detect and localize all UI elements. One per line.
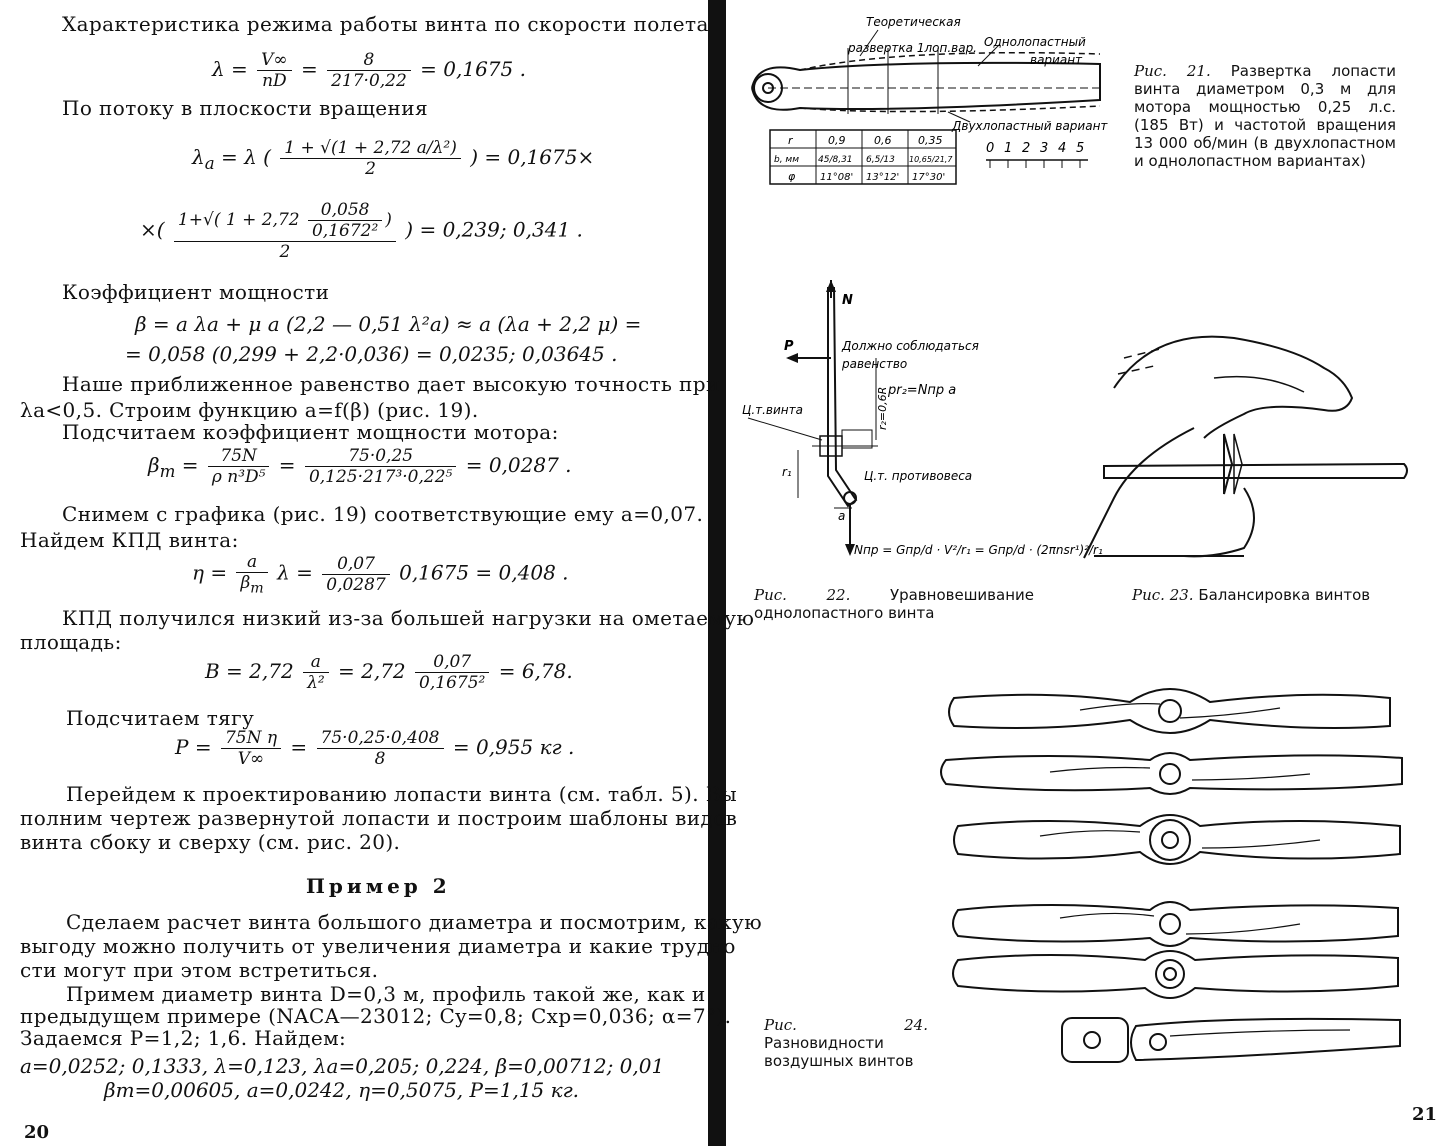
- figure-23-caption: [1132, 586, 1392, 604]
- formula-results: βm=0,00605, a=0,0242, η=0,5075, P=1,15 кг.: [104, 1078, 580, 1102]
- table-cell: 17°30': [912, 172, 946, 183]
- caption-text: Разновидности воздушных винтов: [764, 1034, 914, 1070]
- propeller: [1062, 1018, 1400, 1062]
- paragraph: Перейдем к проектированию лопасти винта (см. табл. 5). Вы: [66, 782, 738, 806]
- scale-label: 5: [1076, 141, 1085, 156]
- propeller: [953, 902, 1398, 946]
- formula-lambda: λ = $\frac{V\infty}{nD}$ = $\frac{8}{217\cdot 0,22}$ = 0,1675 .: [212, 50, 526, 91]
- label-r1: r₁: [782, 465, 792, 479]
- figure-22-caption: [754, 586, 1034, 622]
- scale-label: 4: [1058, 141, 1067, 156]
- label-N: N: [842, 293, 853, 308]
- paragraph: Коэффициент мощности: [62, 280, 330, 304]
- label-formula: pr₂=Nпр a: [888, 383, 957, 398]
- paragraph: Снимем с графика (рис. 19) соответствующие ему a=0,07.: [62, 502, 704, 526]
- paragraph: Найдем КПД винта:: [20, 528, 239, 552]
- label-cg-prop: Ц.т.винта: [742, 403, 803, 417]
- scale-ticks: [990, 160, 1080, 168]
- label-one-blade: Однолопастный: [984, 35, 1086, 49]
- label-variant: вариант: [1030, 53, 1083, 67]
- figure-24-caption: [764, 1016, 928, 1070]
- scale-label: 0: [986, 141, 995, 156]
- paragraph: Подсчитаем тягу: [66, 706, 255, 730]
- paragraph: Примем диаметр винта D=0,3 м, профиль такой же, как и: [66, 982, 706, 1006]
- caption-text: Балансировка винтов: [1198, 586, 1371, 604]
- caption-number: Рис. 21.: [1134, 62, 1211, 80]
- caption-number: Рис. 23.: [1132, 586, 1194, 604]
- paragraph: винта сбоку и сверху (см. рис. 20).: [20, 830, 401, 854]
- formula-efficiency: η = $\frac{a}{\beta_m}$ λ = $\frac{0,07}{0,0287}$ 0,1675 = 0,408 .: [192, 552, 569, 597]
- label-equality: равенство: [842, 357, 908, 371]
- caption-number: Рис. 22.: [754, 586, 851, 604]
- formula-beta: β = a λa + μ a (2,2 — 0,51 λ²a) ≈ a (λa + 2,2 μ) =: [135, 312, 642, 336]
- formula-thrust: P = $\frac{\text{75N η}}{V\infty}$ = $\frac{75\cdot 0,25\cdot 0,408}{8}$ = 0,955 кг .: [175, 728, 575, 769]
- label-a: a: [838, 509, 846, 523]
- page-number: 21: [1412, 1104, 1438, 1125]
- paragraph: По потоку в плоскости вращения: [62, 96, 429, 120]
- table-header: r: [788, 134, 793, 147]
- paragraph: λa<0,5. Строим функцию a=f(β) (рис. 19).: [20, 398, 479, 422]
- figure-22: [738, 280, 1103, 580]
- table-cell: 6,5/13: [866, 155, 895, 165]
- paragraph: сти могут при этом встретиться.: [20, 958, 379, 982]
- formula-lambda-a: $\lambda_a = \lambda$ ( $\frac{\text{1 + √(1 + 2,72 a/λ²)}}{2}$ ) = 0,1675×: [192, 138, 595, 179]
- table-cell: 45/8,31: [818, 155, 853, 165]
- table-cell: b, мм: [774, 155, 800, 165]
- paragraph: полним чертеж развернутой лопасти и построим шаблоны видов: [20, 806, 738, 830]
- figure-21-caption: [1134, 62, 1396, 170]
- label-must: Должно соблюдаться: [842, 339, 979, 353]
- label-cg-weight: Ц.т. противовеса: [864, 469, 973, 483]
- label-development: развертка 1лоп.вар.: [848, 41, 977, 55]
- paragraph: КПД получился низкий из-за большей нагрузки на ометаемую: [62, 606, 755, 630]
- label-theoretical: Теоретическая: [866, 15, 961, 29]
- figure-24: [930, 680, 1420, 1100]
- label-r2: r₂=0,6R: [876, 386, 889, 430]
- page-number: 20: [24, 1122, 50, 1143]
- figure-21: [738, 8, 1118, 190]
- formula-beta-m: $\beta_m$ = $\frac{75N}{\text{ρ n³D⁵}}$ = $\frac{75\cdot 0,25}{\text{0,125·217³·0,22⁵}}$ = 0,0287 .: [148, 446, 572, 487]
- paragraph: Наше приближенное равенство дает высокую точность при: [62, 372, 720, 396]
- section-heading: Пример 2: [306, 874, 451, 898]
- paragraph: Задаемся P=1,2; 1,6. Найдем:: [20, 1026, 347, 1050]
- propeller: [954, 815, 1400, 864]
- scale-label: 2: [1022, 141, 1031, 156]
- scale-label: 1: [1004, 141, 1013, 156]
- paragraph: предыдущем примере (NACA—23012; Cy=0,8; Cxp=0,036; α=7°).: [20, 1004, 732, 1028]
- table-header: 0,35: [918, 134, 943, 147]
- table-header: 0,9: [828, 134, 846, 147]
- formula-beta-value: = 0,058 (0,299 + 2,2·0,036) = 0,0235; 0,03645 .: [125, 342, 618, 366]
- caption-text: Уравновешивание однолопастного винта: [754, 586, 1034, 622]
- label-two-blade: Двухлопастный вариант: [952, 119, 1108, 133]
- propeller: [953, 951, 1398, 998]
- label-bottom-formula: Nпр = Gпр/d · V²/r₁ = Gпр/d · (2πnsr¹)²/r₁: [854, 543, 1103, 557]
- table-cell: φ: [788, 170, 796, 183]
- scale-label: 3: [1040, 141, 1049, 156]
- figure-23: [1094, 318, 1414, 568]
- paragraph: Характеристика режима работы винта по скорости полета: [62, 12, 709, 36]
- paragraph: Подсчитаем коэффициент мощности мотора:: [62, 420, 559, 444]
- right-page: [724, 0, 1440, 1146]
- label-P: P: [784, 339, 794, 354]
- paragraph: Сделаем расчет винта большого диаметра и посмотрим, какую: [66, 910, 763, 934]
- table-cell: 13°12': [866, 172, 900, 183]
- caption-number: Рис. 24.: [764, 1016, 928, 1034]
- propeller: [949, 689, 1390, 733]
- table-cell: 10,65/21,7: [909, 155, 953, 164]
- paragraph: выгоду можно получить от увеличения диаметра и какие трудно: [20, 934, 736, 958]
- table-cell: 11°08': [820, 172, 854, 183]
- caption-text: Развертка лопасти винта диаметром 0,3 м для мотора мощностью 0,25 л.с. (185 Вт) и частотой вращения 13 000 об/мин (в двухлопастном и однолопастном вариантах): [1134, 62, 1396, 170]
- propeller: [941, 753, 1402, 794]
- formula-load: B = 2,72 $\frac{a}{\text{λ²}}$ = 2,72 $\frac{0,07}{\text{0,1675²}}$ = 6,78.: [205, 652, 573, 693]
- paragraph: площадь:: [20, 630, 122, 654]
- formula-lambda-a-cont: ×( 1+√( 1 + 2,72 $\frac{0,058}{\text{0,1672²}}$ ) 2 ) = 0,239; 0,341 .: [140, 200, 583, 262]
- table-header: 0,6: [874, 134, 892, 147]
- formula-results: a=0,0252; 0,1333, λ=0,123, λa=0,205; 0,224, β=0,00712; 0,01: [20, 1054, 665, 1078]
